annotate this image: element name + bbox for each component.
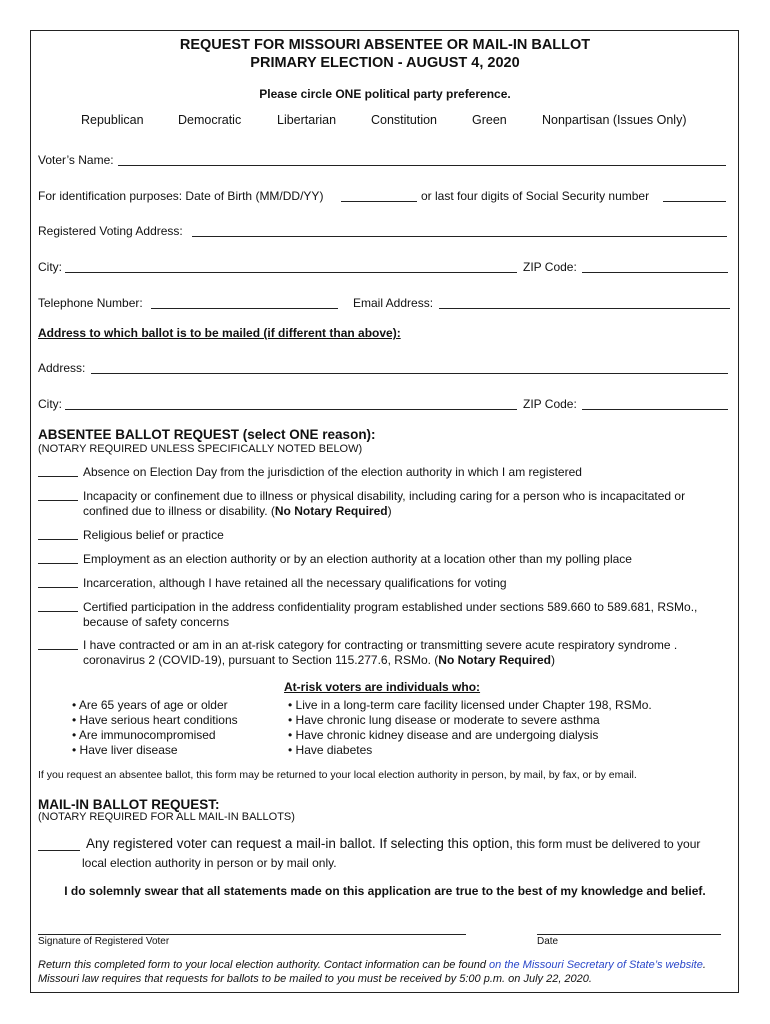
- signature-label: Signature of Registered Voter: [38, 936, 170, 947]
- voters-name-label: Voter’s Name:: [38, 153, 114, 167]
- mailing-address-heading: Address to which ballot is to be mailed (if different than above):: [38, 326, 401, 340]
- form-title-line2: PRIMARY ELECTION - AUGUST 4, 2020: [250, 55, 520, 71]
- at-risk-right-1: • Live in a long-term care facility licensed under Chapter 198, RSMo.: [288, 698, 652, 712]
- email-label: Email Address:: [353, 296, 434, 310]
- absentee-heading: ABSENTEE BALLOT REQUEST (select ONE reason):: [38, 427, 376, 442]
- reason-text: I have contracted or am in an at-risk category for contracting or transmitting severe acute respiratory syndrome . coronavirus 2 (COVID-19), pursuant to Section 115.277.6, RSMo. (No Notary Required): [83, 638, 678, 667]
- reason-checkline[interactable]: [38, 576, 78, 588]
- mailing-zip-label: ZIP Code:: [523, 397, 577, 411]
- dob-field[interactable]: [341, 201, 417, 202]
- footer-line2: Missouri law requires that requests for ballots to be mailed to you must be received by 5:00 p.m. on July 22, 2020.: [38, 973, 592, 985]
- mailin-checkline[interactable]: [38, 837, 80, 851]
- ssn-field[interactable]: [663, 201, 726, 202]
- city-field[interactable]: [65, 272, 517, 273]
- party-instruction: Please circle ONE political party preference.: [259, 87, 511, 101]
- mailing-zip-field[interactable]: [582, 409, 728, 410]
- date-label: Date: [537, 936, 559, 947]
- mailin-text-line2: local election authority in person or by mail only.: [82, 856, 337, 870]
- mailing-city-field[interactable]: [65, 409, 517, 410]
- dob-label: For identification purposes: Date of Birth (MM/DD/YY): [38, 189, 324, 203]
- absentee-subheading: (NOTARY REQUIRED UNLESS SPECIFICALLY NOTED BELOW): [38, 443, 363, 455]
- reason-text: Certified participation in the address confidentiality program established under sections 589.660 to 589.681, RSMo., because of safety concerns: [83, 600, 698, 629]
- mailin-option: [38, 836, 738, 851]
- reason-checkline[interactable]: [38, 638, 78, 650]
- footer-line1: Return this completed form to your local election authority. Contact information can be found on the Missouri Secretary of State’s website.: [38, 959, 706, 971]
- party-constitution[interactable]: Constitution: [371, 113, 438, 127]
- at-risk-heading: At-risk voters are individuals who:: [284, 680, 481, 694]
- zip-field[interactable]: [582, 272, 728, 273]
- mailin-text-small: this form must be delivered to your: [512, 837, 701, 851]
- reason-checkline[interactable]: [38, 465, 78, 477]
- phone-field[interactable]: [151, 308, 338, 309]
- voters-name-field[interactable]: [118, 165, 726, 166]
- ssn-label: or last four digits of Social Security number: [421, 189, 650, 203]
- at-risk-right-2: • Have chronic lung disease or moderate to severe asthma: [288, 713, 600, 727]
- date-field[interactable]: [537, 934, 721, 935]
- absentee-return-note: If you request an absentee ballot, this form may be returned to your local election authority in person, by mail, by fax, or by email.: [38, 769, 637, 781]
- mailing-city-label: City:: [38, 397, 62, 411]
- party-green[interactable]: Green: [472, 113, 507, 127]
- at-risk-left-2: • Have serious heart conditions: [72, 713, 238, 727]
- mailing-address-field[interactable]: [91, 373, 728, 374]
- mailing-address-label: Address:: [38, 361, 86, 375]
- party-democratic[interactable]: Democratic: [178, 113, 242, 127]
- reason-checkline[interactable]: [38, 489, 78, 501]
- reason-text: Incapacity or confinement due to illness or physical disability, including caring for a person who is incapacitated or confined due to illness or disability. (No Notary Required): [83, 489, 686, 518]
- reason-checkline[interactable]: [38, 600, 78, 612]
- party-nonpartisan[interactable]: Nonpartisan (Issues Only): [542, 113, 687, 127]
- email-field[interactable]: [439, 308, 730, 309]
- at-risk-left-1: • Are 65 years of age or older: [72, 698, 228, 712]
- reason-text: Religious belief or practice: [83, 528, 224, 542]
- sos-website-link[interactable]: on the Missouri Secretary of State’s website: [489, 959, 703, 971]
- phone-label: Telephone Number:: [38, 296, 143, 310]
- at-risk-left-3: • Are immunocompromised: [72, 728, 216, 742]
- at-risk-right-4: • Have diabetes: [288, 743, 373, 757]
- mailin-text-large: Any registered voter can request a mail-in ballot. If selecting this option,: [86, 836, 513, 851]
- at-risk-left-4: • Have liver disease: [72, 743, 178, 757]
- zip-label: ZIP Code:: [523, 260, 577, 274]
- registered-address-field[interactable]: [192, 236, 727, 237]
- party-republican[interactable]: Republican: [81, 113, 144, 127]
- oath-statement: I do solemnly swear that all statements made on this application are true to the best of my knowledge and belief.: [64, 884, 706, 898]
- reason-text: Employment as an election authority or by an election authority at a location other than my polling place: [83, 552, 632, 566]
- signature-field[interactable]: [38, 934, 466, 935]
- reason-text: Incarceration, although I have retained all the necessary qualifications for voting: [83, 576, 507, 590]
- form-title-line1: REQUEST FOR MISSOURI ABSENTEE OR MAIL-IN BALLOT: [179, 37, 591, 53]
- mailin-heading: MAIL-IN BALLOT REQUEST:: [38, 797, 220, 812]
- registered-address-label: Registered Voting Address:: [38, 224, 183, 238]
- reason-checkline[interactable]: [38, 552, 78, 564]
- reason-text: Absence on Election Day from the jurisdiction of the election authority in which I am registered: [83, 465, 582, 479]
- party-libertarian[interactable]: Libertarian: [277, 113, 337, 127]
- reason-checkline[interactable]: [38, 528, 78, 540]
- city-label: City:: [38, 260, 62, 274]
- at-risk-right-3: • Have chronic kidney disease and are undergoing dialysis: [288, 728, 599, 742]
- mailin-subheading: (NOTARY REQUIRED FOR ALL MAIL-IN BALLOTS): [38, 811, 295, 823]
